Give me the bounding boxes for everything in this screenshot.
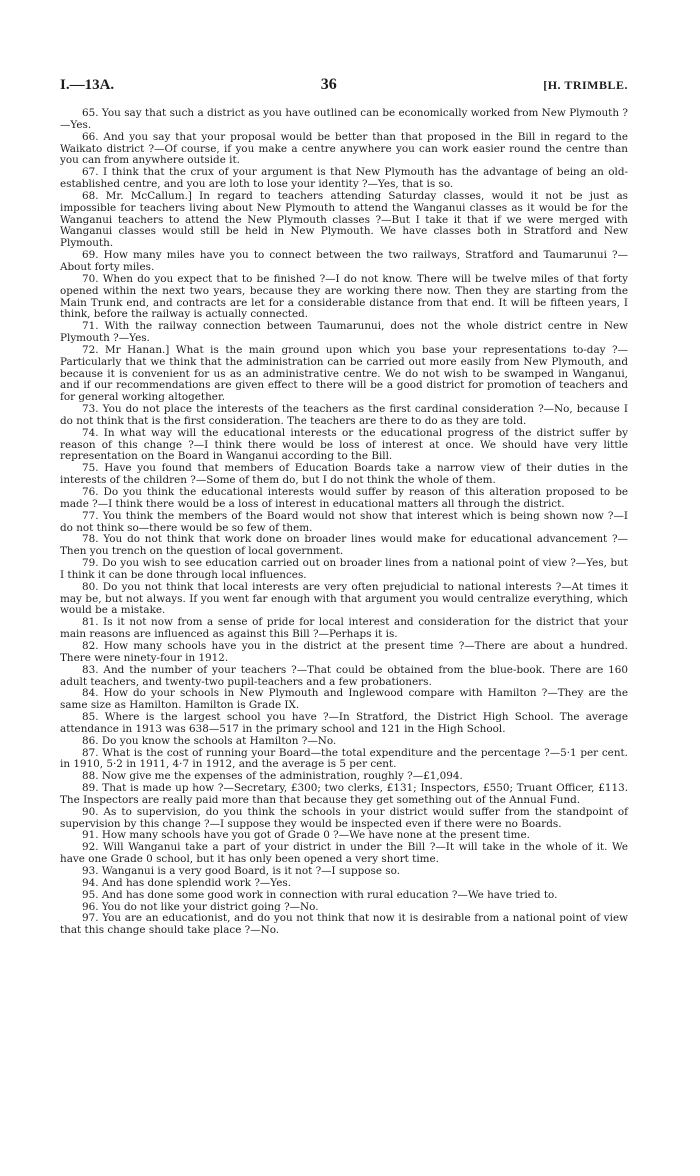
- testimony-body: [60, 108, 628, 937]
- question-answer-66: 66. And you say that your proposal would be better than that proposed in the Bill in regard to the Waikato district ?—Of course, if you make a centre anywhere you can work easier round the centre than you can from anywhere outside it.: [60, 130, 628, 167]
- question-answer-65: 65. You say that such a district as you have outlined can be economically worked from New Plymouth ?—Yes.: [60, 107, 628, 131]
- question-answer-74: 74. In what way will the educational interests or the educational progress of the district suffer by reason of this change ?—I think there would be loss of interest at once. We should have very little representation on the Board in Wanganui according to the Bill.: [60, 426, 628, 463]
- question-answer-95: 95. And has done some good work in connection with rural education ?—We have tried to.: [82, 888, 558, 901]
- question-answer-72: 72. Mr Hanan.] What is the main ground upon which you base your representations to-day ?—Particularly that we think that the administration can be carried out more easily from New Plymouth, and because it is convenient for us as an administrative centre. We do not wish to be swamped in Wanganui, and if our recommendations are given effect to there will be a good district for promotion of teachers and for general working altogether.: [60, 343, 628, 404]
- question-answer-76: 76. Do you think the educational interests would suffer by reason of this alteration proposed to be made ?—I think there would be a loss of interest in educational matters all through the district.: [60, 486, 628, 510]
- question-answer-68: 68. Mr. McCallum.] In regard to teachers attending Saturday classes, would it not be just as impossible for teachers living about New Plymouth to attend the Wanganui classes as it would be for the Wanganui teachers to attend the New Plymouth classes ?—But I take it that if we were merged with Wanganui classes would still be held in New Plymouth. We have classes both in Stratford and New Plymouth.: [60, 189, 628, 250]
- question-answer-90: 90. As to supervision, do you think the schools in your district would suffer from the standpoint of supervision by this change ?—I suppose they would be inspected even if there were no Boards.: [60, 805, 628, 830]
- question-answer-86: 86. Do you know the schools at Hamilton ?—No.: [82, 734, 337, 747]
- question-answer-67: 67. I think that the crux of your argument is that New Plymouth has the advantage of being an old-established centre, and you are loth to lose your identity ?—Yes, that is so.: [60, 166, 628, 191]
- question-answer-81: 81. Is it not now from a sense of pride for local interest and consideration for the district that your main reasons are influenced as against this Bill ?—Perhaps it is.: [60, 616, 628, 641]
- question-answer-82: 82. How many schools have you in the district at the present time ?—There are about a hundred. There were ninety-four in 1912.: [60, 639, 628, 664]
- question-answer-80: 80. Do you not think that local interests are very often prejudicial to national interests ?—At times it may be, but not always. If you went far enough with that argument you would centralize everything, which would be a mistake.: [60, 580, 628, 617]
- question-answer-78: 78. You do not think that work done on broader lines would make for educational advancement ?—Then you trench on the question of local government.: [60, 533, 628, 558]
- question-answer-75: 75. Have you found that members of Education Boards take a narrow view of their duties in the interests of the children ?—Some of them do, but I do not think the whole of them.: [60, 462, 628, 487]
- question-answer-88: 88. Now give me the expenses of the administration, roughly ?—£1,094.: [82, 770, 463, 783]
- question-answer-92: 92. Will Wanganui take a part of your district in under the Bill ?—It will take in the whole of it. We have one Grade 0 school, but it has only been opened a very short time.: [60, 841, 628, 866]
- question-answer-71: 71. With the railway connection between Taumarunui, does not the whole district centre in New Plymouth ?—Yes.: [60, 320, 628, 345]
- question-answer-91: 91. How many schools have you got of Grade 0 ?—We have none at the present time.: [82, 829, 530, 842]
- page-number: 36: [320, 76, 337, 93]
- question-answer-73: 73. You do not place the interests of the teachers as the first cardinal consideration ?—No, because I do not think that is the first consideration. The teachers are there to do as they are told.: [60, 403, 628, 427]
- question-answer-84: 84. How do your schools in New Plymouth and Inglewood compare with Hamilton ?—They are the same size as Hamilton. Hamilton is Grade IX.: [60, 687, 628, 712]
- question-answer-85: 85. Where is the largest school you have ?—In Stratford, the District High School. The average attendance in 1913 was 638—517 in the primary school and 121 in the High School.: [60, 711, 628, 735]
- question-answer-93: 93. Wanganui is a very good Board, is it not ?—I suppose so.: [82, 865, 401, 877]
- question-answer-69: 69. How many miles have you to connect between the two railways, Stratford and Taumarunui ?—About forty miles.: [60, 249, 628, 273]
- witness-name: [H. TRIMBLE.: [543, 78, 628, 92]
- question-answer-89: 89. That is made up how ?—Secretary, £300; two clerks, £131; Inspectors, £550; Truant Officer, £113. The Inspectors are really paid more than that because they get something out of the Annual Fund.: [60, 782, 628, 806]
- question-answer-94: 94. And has done splendid work ?—Yes.: [82, 876, 292, 889]
- question-answer-87: 87. What is the cost of running your Board—the total expenditure and the percentage ?—5·1 per cent. in 1910, 5·2 in 1911, 4·7 in 1912, and the average is 5 per cent.: [60, 746, 628, 771]
- report-reference: I.—13A.: [60, 77, 115, 93]
- question-answer-97: 97. You are an educationist, and do you not think that now it is desirable from a national point of view that this change should take place ?—No.: [60, 912, 628, 937]
- question-answer-70: 70. When do you expect that to be finished ?—I do not know. There will be twelve miles of that forty opened within the next two years, because they are working there now. Then they are starting from the Main Trunk end, and contracts are let for a considerable distance from that end. It will be fifteen years, I think, before the railway is actually connected.: [60, 272, 628, 321]
- question-answer-77: 77. You think the members of the Board would not show that interest which is being shown now ?—I do not think so—there would be so few of them.: [60, 509, 628, 534]
- question-answer-83: 83. And the number of your teachers ?—That could be obtained from the blue-book. There are 160 adult teachers, and twenty-two pupil-teachers and a few probationers.: [60, 663, 628, 688]
- question-answer-79: 79. Do you wish to see education carried out on broader lines from a national point of view ?—Yes, but I think it can be done through local influences.: [60, 557, 628, 581]
- page-header: [60, 76, 628, 94]
- question-answer-96: 96. You do not like your district going ?—No.: [82, 900, 319, 913]
